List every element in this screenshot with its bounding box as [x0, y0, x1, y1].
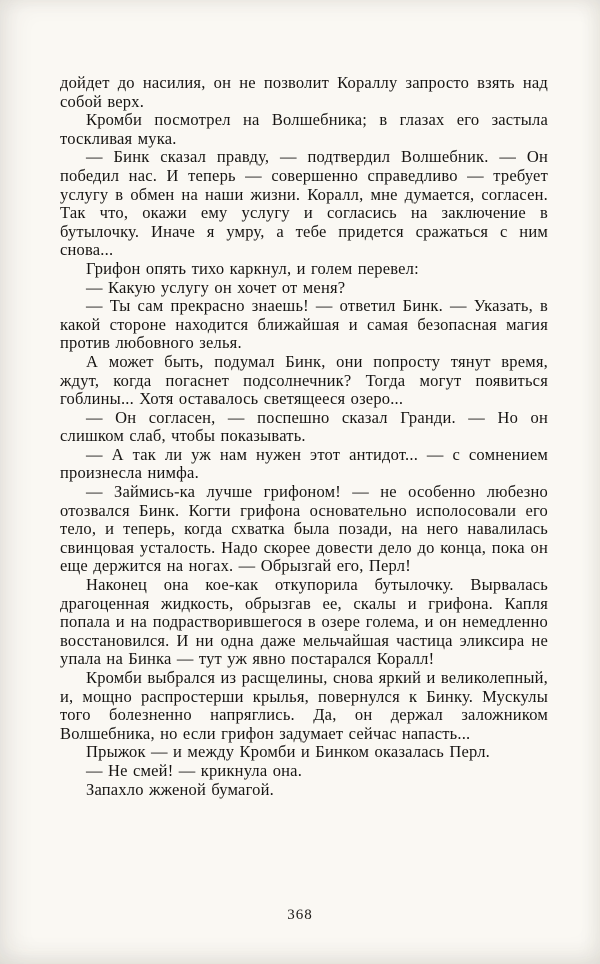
paragraph: Грифон опять тихо каркнул, и голем перевел: [86, 258, 419, 278]
paragraph: — Займись-ка лучше грифоном! — не особенно любезно отозвался Бинк. Когти грифона основательно исполосовали его тело, и теперь, когда схватка была позади, на него навалилась свинцовая усталость. Надо скорее довести дело до конца, пока он еще держится на ногах. — Обрызгай его, Перл! [60, 482, 548, 576]
paragraph: — Не смей! — крикнула она. [86, 760, 303, 780]
paragraph: — Он согласен, — поспешно сказал Гранди. — Но он слишком слаб, чтобы показывать. [60, 407, 548, 446]
paragraph: — А так ли уж нам нужен этот антидот... — с сомнением произнесла нимфа. [60, 444, 548, 483]
paragraph: дойдет до насилия, он не позволит Кораллу запросто взять над собой верх. [60, 73, 548, 111]
paragraph: Кромби посмотрел на Волшебника; в глазах его застыла тоскливая мука. [60, 110, 548, 148]
paragraph: Запахло жженой бумагой. [86, 779, 274, 799]
paragraph: А может быть, подумал Бинк, они попросту тянут время, ждут, когда погаснет подсолнечник? Тогда могут появиться гоблины... Хотя оставалось светящееся озеро... [60, 351, 548, 409]
page-number: 368 [287, 907, 313, 923]
paragraph: Прыжок — и между Кромби и Бинком оказалась Перл. [86, 742, 490, 762]
paragraph: Наконец она кое-как откупорила бутылочку. Вырвалась драгоценная жидкость, обрызгав ее, скалы и грифона. Капля попала и на подрастворившегося в озере голема, и он немедленно восстановился. И ни одна даже мельчайшая частица эликсира не упала на Бинка — тут уж явно постарался Коралл! [60, 575, 548, 669]
paragraph: — Бинк сказал правду, — подтвердил Волшебник. — Он победил нас. И теперь — совершенно справедливо — требует услугу в обмен на наши жизни. Коралл, мне думается, согласен. Так что, окажи ему услугу и согласись на заключение в бутылочку. Иначе я умру, а тебе придется сражаться с ним снова... [60, 147, 548, 260]
paragraph: — Какую услугу он хочет от меня? [86, 277, 346, 297]
text-block [60, 74, 548, 799]
paragraph: Кромби выбрался из расщелины, снова яркий и великолепный, и, мощно распростерши крылья, повернулся к Бинку. Мускулы того болезненно напряглись. Да, он держал заложником Волшебника, но если грифон задумает сейчас напасть... [60, 668, 548, 743]
paragraph: — Ты сам прекрасно знаешь! — ответил Бинк. — Указать, в какой стороне находится ближайшая и самая безопасная магия против любовного зелья. [60, 296, 548, 353]
